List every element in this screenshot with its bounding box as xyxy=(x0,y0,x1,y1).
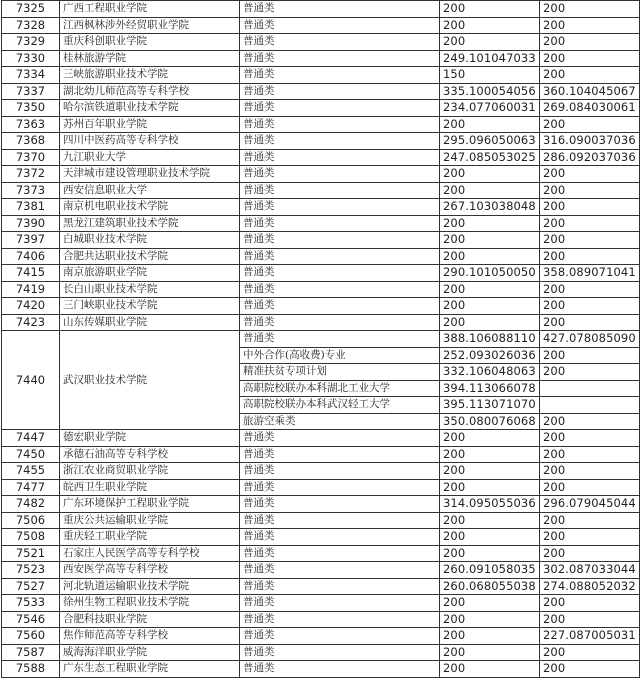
school-name-cell: 重庆轻工职业学院 xyxy=(60,529,240,546)
category-cell: 普通类 xyxy=(240,611,440,628)
school-code-cell: 7329 xyxy=(2,34,60,51)
score-a-cell: 200 xyxy=(440,512,540,529)
category-cell: 普通类 xyxy=(240,628,440,645)
score-b-cell xyxy=(540,397,640,414)
score-b-cell: 200 xyxy=(540,182,640,199)
score-a-cell: 200 xyxy=(440,248,540,265)
school-name-cell: 白城职业技术学院 xyxy=(60,232,240,249)
score-b-cell: 200 xyxy=(540,446,640,463)
score-b-cell: 269.084030061 xyxy=(540,100,640,117)
school-code-cell: 7419 xyxy=(2,281,60,298)
category-cell: 普通类 xyxy=(240,116,440,133)
school-name-cell: 黑龙江建筑职业技术学院 xyxy=(60,215,240,232)
score-b-cell: 200 xyxy=(540,314,640,331)
score-b-cell: 200 xyxy=(540,199,640,216)
category-cell: 普通类 xyxy=(240,463,440,480)
table-row xyxy=(2,611,640,628)
score-a-cell: 200 xyxy=(440,281,540,298)
score-b-cell: 200 xyxy=(540,50,640,67)
score-a-cell: 200 xyxy=(440,595,540,612)
score-a-cell: 200 xyxy=(440,215,540,232)
score-b-cell: 200 xyxy=(540,116,640,133)
category-cell: 精准扶贫专项计划 xyxy=(240,364,440,381)
score-a-cell: 247.085053025 xyxy=(440,149,540,166)
category-cell: 普通类 xyxy=(240,166,440,183)
school-name-cell: 南京机电职业技术学院 xyxy=(60,199,240,216)
category-cell: 普通类 xyxy=(240,331,440,348)
category-cell: 普通类 xyxy=(240,479,440,496)
table-row xyxy=(2,133,640,150)
score-b-cell: 200 xyxy=(540,644,640,661)
table-row xyxy=(2,628,640,645)
table-row xyxy=(2,50,640,67)
school-name-cell: 三峡旅游职业技术学院 xyxy=(60,67,240,84)
school-code-cell: 7368 xyxy=(2,133,60,150)
score-a-cell: 252.093026036 xyxy=(440,347,540,364)
school-code-cell: 7337 xyxy=(2,83,60,100)
score-a-cell: 395.113071070 xyxy=(440,397,540,414)
school-code-cell: 7560 xyxy=(2,628,60,645)
category-cell: 普通类 xyxy=(240,34,440,51)
category-cell: 普通类 xyxy=(240,149,440,166)
score-a-cell: 200 xyxy=(440,430,540,447)
table-row xyxy=(2,463,640,480)
school-name-cell: 长白山职业技术学院 xyxy=(60,281,240,298)
admission-score-table xyxy=(1,0,640,678)
score-b-cell: 200 xyxy=(540,430,640,447)
school-name-cell: 皖西卫生职业学院 xyxy=(60,479,240,496)
score-a-cell: 200 xyxy=(440,166,540,183)
table-row xyxy=(2,512,640,529)
category-cell: 普通类 xyxy=(240,17,440,34)
category-cell: 普通类 xyxy=(240,265,440,282)
school-name-cell: 徐州生物工程职业技术学院 xyxy=(60,595,240,612)
school-code-cell: 7447 xyxy=(2,430,60,447)
category-cell: 普通类 xyxy=(240,100,440,117)
score-b-cell: 200 xyxy=(540,248,640,265)
table-row xyxy=(2,314,640,331)
score-a-cell: 267.103038048 xyxy=(440,199,540,216)
school-name-cell: 湖北幼儿师范高等专科学校 xyxy=(60,83,240,100)
category-cell: 普通类 xyxy=(240,661,440,678)
school-name-cell: 江西枫林涉外经贸职业学院 xyxy=(60,17,240,34)
category-cell: 普通类 xyxy=(240,430,440,447)
category-cell: 普通类 xyxy=(240,529,440,546)
school-name-cell: 焦作师范高等专科学校 xyxy=(60,628,240,645)
score-b-cell: 200 xyxy=(540,595,640,612)
score-a-cell: 200 xyxy=(440,182,540,199)
table-row xyxy=(2,661,640,678)
school-code-cell: 7508 xyxy=(2,529,60,546)
table-row xyxy=(2,595,640,612)
school-code-cell: 7455 xyxy=(2,463,60,480)
score-b-cell: 286.092037036 xyxy=(540,149,640,166)
score-a-cell: 200 xyxy=(440,545,540,562)
score-a-cell: 295.096050063 xyxy=(440,133,540,150)
table-row xyxy=(2,562,640,579)
score-a-cell: 200 xyxy=(440,463,540,480)
category-cell: 普通类 xyxy=(240,133,440,150)
school-code-cell: 7325 xyxy=(2,1,60,18)
table-row xyxy=(2,265,640,282)
table-row xyxy=(2,182,640,199)
table-row xyxy=(2,199,640,216)
table-row xyxy=(2,496,640,513)
school-code-cell: 7328 xyxy=(2,17,60,34)
school-code-cell: 7363 xyxy=(2,116,60,133)
score-b-cell: 200 xyxy=(540,215,640,232)
score-b-cell: 200 xyxy=(540,364,640,381)
score-b-cell: 200 xyxy=(540,545,640,562)
table-row xyxy=(2,578,640,595)
score-b-cell: 200 xyxy=(540,281,640,298)
school-code-cell: 7423 xyxy=(2,314,60,331)
school-name-cell: 哈尔滨铁道职业技术学院 xyxy=(60,100,240,117)
score-b-cell: 427.078085090 xyxy=(540,331,640,348)
school-code-cell: 7482 xyxy=(2,496,60,513)
category-cell: 高职院校联办本科武汉轻工大学 xyxy=(240,397,440,414)
school-code-cell: 7370 xyxy=(2,149,60,166)
score-a-cell: 332.106048063 xyxy=(440,364,540,381)
school-name-cell: 苏州百年职业学院 xyxy=(60,116,240,133)
category-cell: 普通类 xyxy=(240,496,440,513)
category-cell: 中外合作(高收费)专业 xyxy=(240,347,440,364)
category-cell: 普通类 xyxy=(240,67,440,84)
score-b-cell: 200 xyxy=(540,34,640,51)
school-name-cell: 合肥科技职业学院 xyxy=(60,611,240,628)
table-row xyxy=(2,116,640,133)
table-row xyxy=(2,232,640,249)
school-name-cell: 河北轨道运输职业技术学院 xyxy=(60,578,240,595)
table-row xyxy=(2,331,640,348)
category-cell: 普通类 xyxy=(240,578,440,595)
school-code-cell: 7506 xyxy=(2,512,60,529)
score-a-cell: 394.113066078 xyxy=(440,380,540,397)
school-name-cell: 承德石油高等专科学校 xyxy=(60,446,240,463)
school-code-cell: 7415 xyxy=(2,265,60,282)
school-code-cell: 7450 xyxy=(2,446,60,463)
score-b-cell: 200 xyxy=(540,413,640,430)
score-b-cell: 200 xyxy=(540,347,640,364)
school-name-cell: 广东环境保护工程职业学院 xyxy=(60,496,240,513)
score-b-cell: 200 xyxy=(540,661,640,678)
score-b-cell: 200 xyxy=(540,232,640,249)
score-b-cell: 200 xyxy=(540,17,640,34)
category-cell: 普通类 xyxy=(240,314,440,331)
category-cell: 普通类 xyxy=(240,1,440,18)
score-a-cell: 200 xyxy=(440,17,540,34)
school-code-cell: 7440 xyxy=(2,331,60,430)
table-body xyxy=(2,1,640,678)
table-row xyxy=(2,100,640,117)
school-name-cell: 石家庄人民医学高等专科学校 xyxy=(60,545,240,562)
category-cell: 普通类 xyxy=(240,446,440,463)
school-name-cell: 西安信息职业大学 xyxy=(60,182,240,199)
category-cell: 普通类 xyxy=(240,83,440,100)
score-b-cell: 200 xyxy=(540,611,640,628)
category-cell: 普通类 xyxy=(240,248,440,265)
score-a-cell: 335.100054056 xyxy=(440,83,540,100)
score-a-cell: 234.077060031 xyxy=(440,100,540,117)
table-row xyxy=(2,17,640,34)
score-b-cell: 200 xyxy=(540,463,640,480)
table-row xyxy=(2,34,640,51)
school-name-cell: 山东传媒职业学院 xyxy=(60,314,240,331)
school-name-cell: 九江职业大学 xyxy=(60,149,240,166)
score-a-cell: 200 xyxy=(440,661,540,678)
category-cell: 普通类 xyxy=(240,182,440,199)
school-code-cell: 7527 xyxy=(2,578,60,595)
school-code-cell: 7350 xyxy=(2,100,60,117)
score-a-cell: 200 xyxy=(440,644,540,661)
table-row xyxy=(2,644,640,661)
score-b-cell: 200 xyxy=(540,67,640,84)
school-code-cell: 7533 xyxy=(2,595,60,612)
category-cell: 普通类 xyxy=(240,199,440,216)
score-a-cell: 290.101050050 xyxy=(440,265,540,282)
category-cell: 普通类 xyxy=(240,298,440,315)
score-a-cell: 200 xyxy=(440,628,540,645)
category-cell: 普通类 xyxy=(240,50,440,67)
score-a-cell: 350.080076068 xyxy=(440,413,540,430)
school-name-cell: 三门峡职业技术学院 xyxy=(60,298,240,315)
score-a-cell: 200 xyxy=(440,1,540,18)
score-a-cell: 388.106088110 xyxy=(440,331,540,348)
score-a-cell: 260.068055038 xyxy=(440,578,540,595)
school-name-cell: 西安医学高等专科学校 xyxy=(60,562,240,579)
category-cell: 普通类 xyxy=(240,512,440,529)
table-row xyxy=(2,479,640,496)
category-cell: 普通类 xyxy=(240,644,440,661)
score-a-cell: 200 xyxy=(440,34,540,51)
school-name-cell: 广东生态工程职业学院 xyxy=(60,661,240,678)
school-code-cell: 7406 xyxy=(2,248,60,265)
school-name-cell: 重庆公共运输职业学院 xyxy=(60,512,240,529)
score-b-cell: 200 xyxy=(540,166,640,183)
school-code-cell: 7477 xyxy=(2,479,60,496)
score-b-cell: 200 xyxy=(540,479,640,496)
school-name-cell: 德宏职业学院 xyxy=(60,430,240,447)
score-a-cell: 314.095055036 xyxy=(440,496,540,513)
school-code-cell: 7546 xyxy=(2,611,60,628)
table-row xyxy=(2,430,640,447)
school-name-cell: 浙江农业商贸职业学院 xyxy=(60,463,240,480)
category-cell: 普通类 xyxy=(240,232,440,249)
score-b-cell: 358.089071041 xyxy=(540,265,640,282)
score-b-cell xyxy=(540,380,640,397)
school-name-cell: 威海海洋职业学院 xyxy=(60,644,240,661)
school-code-cell: 7523 xyxy=(2,562,60,579)
score-b-cell: 200 xyxy=(540,1,640,18)
table-row xyxy=(2,83,640,100)
school-name-cell: 武汉职业技术学院 xyxy=(60,331,240,430)
score-b-cell: 227.087005031 xyxy=(540,628,640,645)
score-a-cell: 260.091058035 xyxy=(440,562,540,579)
score-a-cell: 200 xyxy=(440,116,540,133)
table-row xyxy=(2,248,640,265)
score-a-cell: 200 xyxy=(440,446,540,463)
school-code-cell: 7587 xyxy=(2,644,60,661)
score-b-cell: 200 xyxy=(540,298,640,315)
table-row xyxy=(2,281,640,298)
school-name-cell: 四川中医药高等专科学校 xyxy=(60,133,240,150)
school-code-cell: 7588 xyxy=(2,661,60,678)
table-row xyxy=(2,298,640,315)
score-a-cell: 200 xyxy=(440,611,540,628)
score-b-cell: 302.087033044 xyxy=(540,562,640,579)
category-cell: 高职院校联办本科湖北工业大学 xyxy=(240,380,440,397)
score-b-cell: 200 xyxy=(540,529,640,546)
school-name-cell: 天津城市建设管理职业技术学院 xyxy=(60,166,240,183)
school-code-cell: 7420 xyxy=(2,298,60,315)
category-cell: 普通类 xyxy=(240,562,440,579)
score-a-cell: 150 xyxy=(440,67,540,84)
score-a-cell: 249.101047033 xyxy=(440,50,540,67)
table-row xyxy=(2,166,640,183)
score-b-cell: 296.079045044 xyxy=(540,496,640,513)
table-row xyxy=(2,1,640,18)
category-cell: 普通类 xyxy=(240,281,440,298)
score-b-cell: 200 xyxy=(540,512,640,529)
school-code-cell: 7390 xyxy=(2,215,60,232)
table-row xyxy=(2,545,640,562)
school-code-cell: 7372 xyxy=(2,166,60,183)
score-a-cell: 200 xyxy=(440,529,540,546)
score-b-cell: 274.088052032 xyxy=(540,578,640,595)
table-row xyxy=(2,529,640,546)
table-row xyxy=(2,149,640,166)
school-name-cell: 重庆科创职业学院 xyxy=(60,34,240,51)
table-row xyxy=(2,67,640,84)
score-a-cell: 200 xyxy=(440,479,540,496)
school-name-cell: 南京旅游职业学院 xyxy=(60,265,240,282)
school-code-cell: 7397 xyxy=(2,232,60,249)
table-row xyxy=(2,215,640,232)
score-a-cell: 200 xyxy=(440,232,540,249)
school-code-cell: 7381 xyxy=(2,199,60,216)
category-cell: 普通类 xyxy=(240,595,440,612)
score-b-cell: 360.104045067 xyxy=(540,83,640,100)
school-code-cell: 7373 xyxy=(2,182,60,199)
category-cell: 普通类 xyxy=(240,215,440,232)
school-name-cell: 广西工程职业学院 xyxy=(60,1,240,18)
table-row xyxy=(2,446,640,463)
category-cell: 旅游空乘类 xyxy=(240,413,440,430)
school-code-cell: 7521 xyxy=(2,545,60,562)
school-code-cell: 7330 xyxy=(2,50,60,67)
school-name-cell: 桂林旅游学院 xyxy=(60,50,240,67)
score-a-cell: 200 xyxy=(440,298,540,315)
score-b-cell: 316.090037036 xyxy=(540,133,640,150)
score-a-cell: 200 xyxy=(440,314,540,331)
school-code-cell: 7334 xyxy=(2,67,60,84)
school-name-cell: 合肥共达职业技术学院 xyxy=(60,248,240,265)
category-cell: 普通类 xyxy=(240,545,440,562)
